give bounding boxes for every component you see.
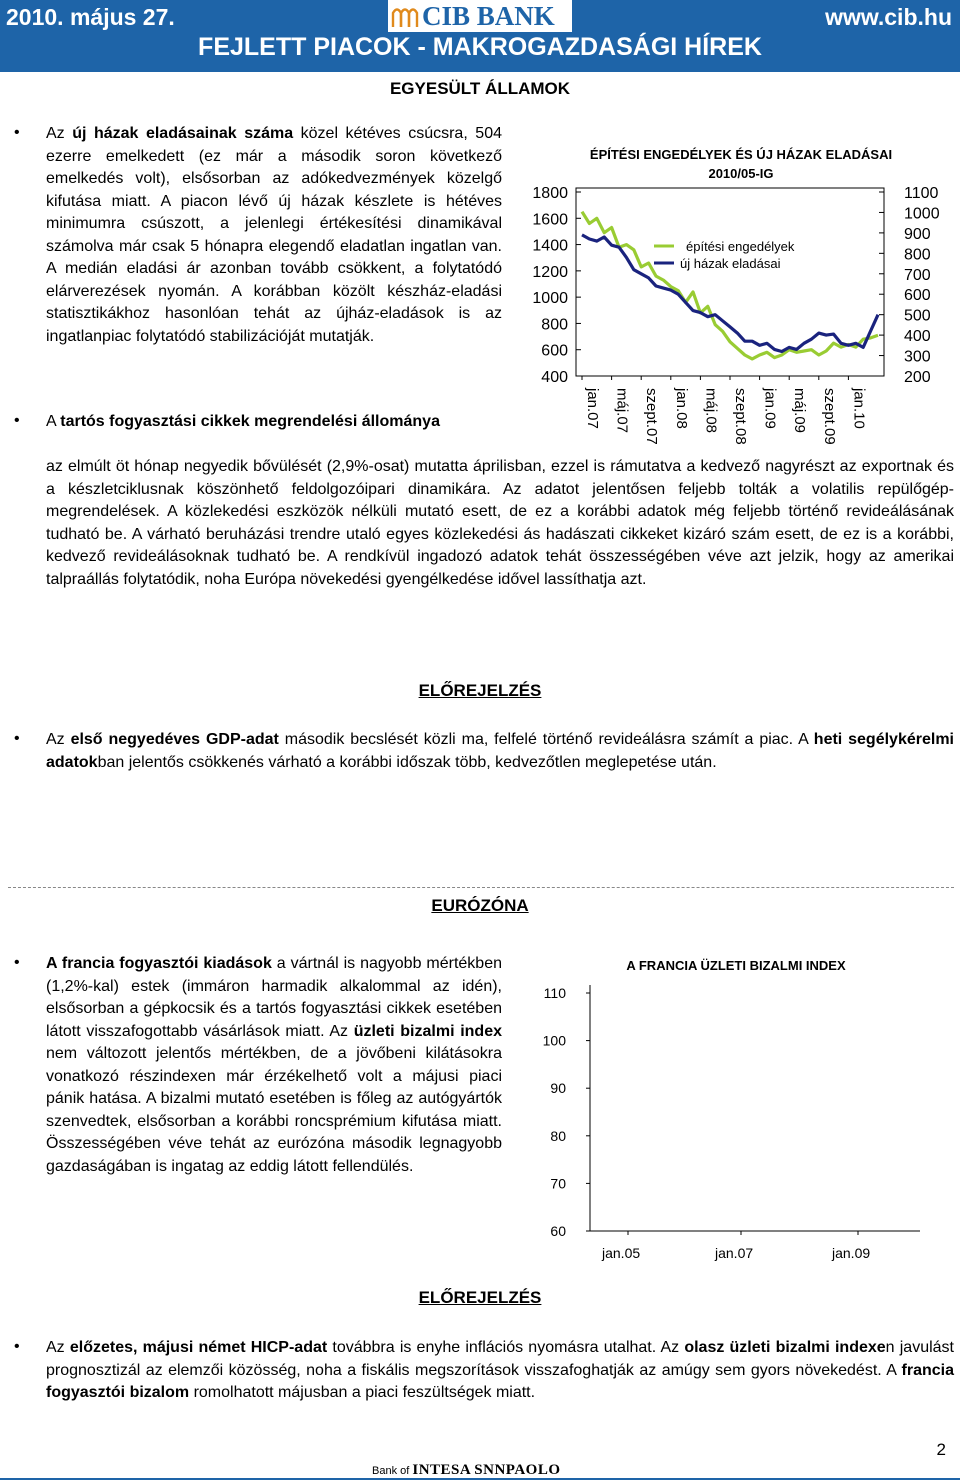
x-tick-label: máj.08 (702, 388, 720, 434)
y-right-tick-label: 800 (904, 246, 931, 264)
y-left-tick-label: 600 (541, 342, 568, 360)
forecast-title-text: ELŐREJELZÉS (418, 1288, 542, 1307)
x-tick-label: jan.07 (715, 1245, 754, 1261)
y-right-tick-label: 700 (904, 266, 931, 284)
housing-chart (520, 170, 960, 470)
brand-name: CIB BANK (422, 1, 555, 31)
bold-run: francia fogyasztói bizalom (46, 1361, 954, 1401)
x-tick-label: szept.09 (820, 388, 838, 445)
text-run: a vártnál is nagyobb mértékben (1,2%-kal) estek (immáron harmadik alkalommal az idén), elsősorban a gépkocsik és a tartós fogyasztási cikkek esetében látott visszafogottabb vásárlások miatt. Az (46, 955, 502, 1040)
bold-run: olasz üzleti bizalmi indexe (684, 1339, 886, 1356)
y-right-tick-label: 1000 (904, 205, 940, 223)
text-run: Az (46, 125, 73, 142)
section-title-us: EGYESÜLT ÁLLAMOK (389, 79, 571, 98)
y-right-tick-label: 300 (904, 348, 931, 366)
section-title-eurozone (0, 896, 960, 916)
text-run: ban jelentős csökkenés várható a korábbi időszak több, kedvezőtlen meglepetése után. (97, 753, 717, 771)
section-divider (8, 887, 954, 888)
header-bar (0, 0, 960, 72)
x-tick-label: jan.05 (602, 1245, 641, 1261)
text-run: nem változott jelentős mértékben, de a jövőbeni kilátásokra vonatkozó részindexen már érzékelhető volt a májusi piaci pánik hatása. A bizalmi mutató esetében is főleg az autógyártók szenvedtek, elsősorban a korábbi roncsprémium kifutása miatt. Összességében véve tehát az eurózóna második legnagyobb gazdaságában is ingatag az eddig látott fellendülés. (46, 1045, 502, 1175)
text-run: A (46, 413, 61, 430)
us-paragraph-new-homes (46, 123, 502, 348)
y-tick-label: 110 (543, 985, 566, 1001)
bullet-icon: • (14, 124, 20, 141)
x-tick-label: szept.07 (643, 388, 661, 445)
y-tick-label: 60 (550, 1223, 566, 1239)
text-run: romolhatott májusban a piaci feszültségek miatt. (189, 1384, 536, 1401)
x-tick-label: szept.08 (732, 388, 749, 445)
x-tick-label: jan.10 (850, 388, 868, 429)
y-left-tick-label: 1600 (532, 211, 568, 229)
us-paragraph-gdp (46, 729, 954, 774)
footer-intesa: INTESA (412, 1462, 472, 1478)
text-run: közel kétéves csúcsra, 504 ezerre emelkedett (ez már a második soron következő emelkedés volt), elsősorban az adókedvezmények közelgő kifutása miatt. A piacon lévő új házak készlete is hétéves minimumra csúszott, a jelenlegi értékesítési dinamikával számolva már csak 5 hónapra elegendő eladatlan ingatlan van. A medián eladási ár azonban tovább csökkent, a folytatódó elárverezések nyomán. A korábban közölt készház-eladási statisztikákhoz hasonlóan tehát az újház-eladások is az ingatlanpiac folytatódó stabilizációját mutatják. (46, 125, 502, 345)
bold-run: első negyedéves GDP-adat (70, 731, 279, 748)
text-run: n javulást prognosztizál az elemzői közösség, noha a fiskális megszorítások visszafoghatják az amúgy sem gyors növekedést. A (46, 1339, 954, 1379)
forecast-title-text: ELŐREJELZÉS (418, 681, 542, 700)
x-tick-label: jan.09 (761, 388, 779, 429)
report-subtitle: FEJLETT PIACOK - MAKROGAZDASÁGI HÍREK (198, 33, 762, 61)
y-left-tick-label: 400 (541, 369, 568, 386)
page-number: 2 (936, 1440, 946, 1459)
bullet-icon: • (14, 730, 20, 747)
y-tick-label: 100 (542, 1032, 566, 1049)
france-confidence-chart (520, 975, 940, 1270)
y-left-tick-label: 1800 (532, 185, 568, 202)
forecast-title-us (0, 681, 960, 701)
bold-run: üzleti bizalmi index (353, 1022, 502, 1040)
text-run: Az (46, 1339, 70, 1356)
bold-run: heti segélykérelmi adatok (46, 731, 954, 771)
us-paragraph-durables (46, 456, 954, 591)
bold-run: előzetes, májusi német HICP-adat (69, 1339, 328, 1356)
bold-run: új házak eladásainak száma (72, 125, 294, 142)
y-right-tick-label: 600 (904, 287, 931, 305)
y-right-tick-label: 1100 (904, 185, 939, 202)
ez-paragraph-france (46, 953, 502, 1178)
y-right-tick-label: 500 (904, 307, 931, 325)
text-run: Az (46, 731, 71, 748)
cib-logo (388, 0, 572, 32)
bold-run: A francia fogyasztói kiadások (46, 955, 272, 972)
bullet-icon: • (14, 412, 20, 429)
report-date: 2010. május 27. (6, 4, 175, 30)
plot-frame (576, 188, 884, 376)
y-left-tick-label: 1200 (532, 263, 568, 281)
y-left-tick-label: 1000 (532, 290, 568, 308)
forecast-title-ez (0, 1288, 960, 1308)
legend-label-permits: építési engedélyek (686, 239, 795, 254)
y-left-tick-label: 800 (541, 316, 568, 334)
chart-title-housing: ÉPÍTÉSI ENGEDÉLYEK ÉS ÚJ HÁZAK ELADÁSAI 2010/05-IG (589, 147, 893, 181)
website-link[interactable]: www.cib.hu (825, 4, 952, 30)
bullet-icon: • (14, 954, 20, 971)
x-tick-label: jan.07 (584, 388, 601, 429)
section-title-text: EURÓZÓNA (431, 896, 529, 915)
x-tick-label: máj.09 (791, 388, 809, 434)
bullet-icon: • (14, 1338, 20, 1355)
y-right-tick-label: 200 (904, 369, 931, 386)
text-run: továbbra is enyhe inflációs nyomásra utalhat. Az (327, 1339, 685, 1356)
cib-logo-icon (390, 3, 420, 29)
series-line-permits (582, 212, 878, 359)
intesa-sanpaolo-logo (372, 1462, 561, 1479)
ez-paragraph-hicp (46, 1337, 954, 1405)
text-run: az elmúlt öt hónap negyedik bővülését (2,9%-osat) mutatta áprilisban, ezzel is rámutatva a kedvező nagyrészt az exportnak és a készletciklusnak köszönhető feldolgozóipari dinamikára. Az adatot jelentősen feljebb tolták a volatilis repülőgép-megrendelések. A közlekedési eszközök nélküli mutató esett, de ez a korábbi adatok még feljebb történő revideálásának tudható be. A várható beruházási trendre utaló egyes közlekedési ás hadászati cikkeket kizáró szám esett, de ez is a korábbi, kedvező revideálásoknak tudható be. A rendkívül ingadozó adatok tehát összességében véve azt jelzik, hogy az amerikai talpraállás folytatódik, noha Európa növekedési gyengélkedése idővel lassíthatja azt. (46, 458, 954, 588)
bold-run: tartós fogyasztási cikkek megrendelési állománya (60, 413, 440, 430)
x-tick-label: jan.09 (832, 1245, 871, 1261)
y-tick-label: 70 (550, 1175, 566, 1192)
x-tick-label: jan.08 (672, 388, 690, 429)
chart-title-france: A FRANCIA ÜZLETI BIZALMI INDEX (626, 958, 846, 973)
y-right-tick-label: 900 (904, 225, 931, 243)
legend-label-sales: új házak eladásai (680, 256, 781, 271)
y-tick-label: 80 (550, 1127, 566, 1144)
x-tick-label: máj.07 (613, 388, 631, 434)
y-right-tick-label: 400 (904, 328, 931, 346)
text-run: második becslését közli ma, felfelé történő revideálásra számít a piac. A (278, 731, 814, 748)
y-left-tick-label: 1400 (532, 237, 568, 255)
footer-sanpaolo: SNNPAOLO (474, 1462, 561, 1478)
footer-bank-of: Bank of (372, 1465, 410, 1477)
us-paragraph-durables-a (46, 411, 502, 434)
y-tick-label: 90 (550, 1080, 566, 1097)
